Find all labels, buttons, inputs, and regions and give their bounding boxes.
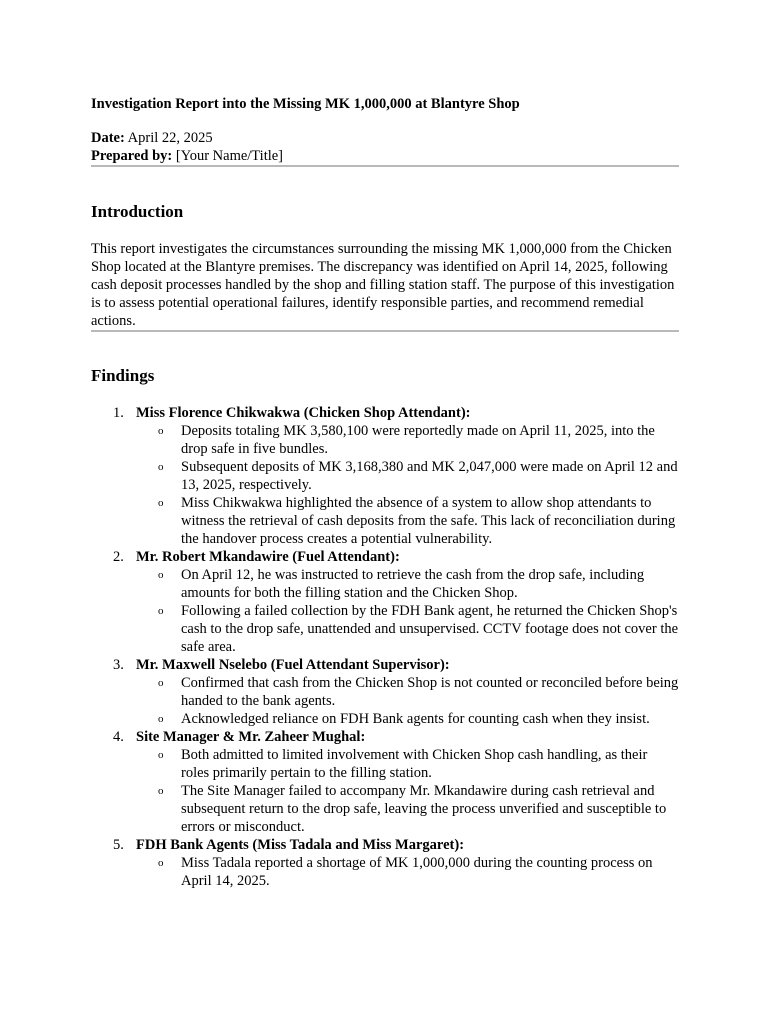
bullet-marker: o — [158, 677, 164, 689]
introduction-paragraph: This report investigates the circumstances surrounding the missing MK 1,000,000 from the Chicken Shop located at the Blantyre premises. The discrepancy was identified on April 14, 2025, following cash deposit processes handled by the shop and filling station staff. The purpose of this investigation is to assess potential operational failures, identify responsible parties, and recommend remedial actions. — [91, 241, 675, 329]
finding-point-text: Deposits totaling MK 3,580,100 were reportedly made on April 11, 2025, into the drop safe in five bundles. — [181, 423, 655, 457]
finding-points — [136, 566, 679, 656]
finding-subject: Miss Florence Chikwakwa (Chicken Shop Attendant): — [136, 405, 471, 421]
report-meta — [91, 129, 679, 165]
finding-points — [136, 674, 679, 728]
prepared-by-value: [Your Name/Title] — [172, 148, 284, 164]
finding-point-text: Following a failed collection by the FDH Bank agent, he returned the Chicken Shop's cash to the drop safe, unattended and unsupervised. CCTV footage does not cover the safe area. — [181, 603, 679, 655]
finding-item — [91, 836, 679, 890]
finding-subject: Mr. Maxwell Nselebo (Fuel Attendant Supervisor): — [136, 657, 450, 673]
finding-number: 2. — [113, 549, 124, 565]
finding-item — [91, 548, 679, 656]
bullet-marker: o — [158, 857, 164, 869]
finding-point-text: On April 12, he was instructed to retrieve the cash from the drop safe, including amounts for both the filling station and the Chicken Shop. — [181, 567, 645, 601]
finding-point-text: Miss Chikwakwa highlighted the absence of a system to allow shop attendants to witness the retrieval of cash deposits from the safe. This lack of reconciliation during the handover process creates a potential vulnerability. — [181, 495, 676, 547]
bullet-marker: o — [158, 749, 164, 761]
findings-heading: Findings — [91, 366, 155, 385]
bullet-marker: o — [158, 497, 164, 509]
finding-subject: FDH Bank Agents (Miss Tadala and Miss Margaret): — [136, 837, 465, 853]
introduction-heading: Introduction — [91, 202, 184, 221]
bullet-marker: o — [158, 713, 164, 725]
findings-list — [91, 404, 679, 890]
finding-item — [91, 728, 679, 836]
bullet-marker: o — [158, 461, 164, 473]
finding-point — [136, 458, 679, 494]
finding-point-text: Confirmed that cash from the Chicken Shop is not counted or reconciled before being handed to the bank agents. — [181, 675, 679, 709]
finding-number: 3. — [113, 657, 124, 673]
finding-point-text: Acknowledged reliance on FDH Bank agents for counting cash when they insist. — [181, 711, 650, 727]
finding-point — [136, 494, 679, 548]
finding-point-text: Subsequent deposits of MK 3,168,380 and MK 2,047,000 were made on April 12 and 13, 2025, respectively. — [181, 459, 678, 493]
finding-item — [91, 404, 679, 548]
finding-number: 5. — [113, 837, 124, 853]
finding-number: 1. — [113, 405, 124, 421]
bullet-marker: o — [158, 785, 164, 797]
finding-points — [136, 746, 679, 836]
finding-point-text: Miss Tadala reported a shortage of MK 1,000,000 during the counting process on April 14, 2025. — [181, 855, 653, 889]
divider — [91, 165, 679, 167]
finding-point — [136, 674, 679, 710]
document-page — [91, 95, 679, 890]
prepared-by-label: Prepared by: — [91, 148, 173, 164]
finding-point — [136, 710, 679, 728]
divider — [91, 330, 679, 332]
finding-point-text: The Site Manager failed to accompany Mr. Mkandawire during cash retrieval and subsequent return to the drop safe, leaving the process unverified and susceptible to errors or misconduct. — [181, 783, 667, 835]
finding-point — [136, 782, 679, 836]
finding-points — [136, 854, 679, 890]
date-value: April 22, 2025 — [124, 130, 213, 146]
bullet-marker: o — [158, 569, 164, 581]
finding-subject: Mr. Robert Mkandawire (Fuel Attendant): — [136, 549, 400, 565]
finding-subject: Site Manager & Mr. Zaheer Mughal: — [136, 729, 366, 745]
date-label: Date: — [91, 130, 125, 146]
finding-point — [136, 746, 679, 782]
report-title: Investigation Report into the Missing MK 1,000,000 at Blantyre Shop — [91, 96, 520, 112]
finding-point — [136, 566, 679, 602]
date-line — [91, 129, 679, 147]
finding-point — [136, 854, 679, 890]
finding-number: 4. — [113, 729, 124, 745]
finding-points — [136, 422, 679, 548]
finding-point — [136, 422, 679, 458]
prepared-by-line — [91, 147, 679, 165]
finding-point-text: Both admitted to limited involvement with Chicken Shop cash handling, as their roles primarily pertain to the filling station. — [181, 747, 648, 781]
finding-point — [136, 602, 679, 656]
bullet-marker: o — [158, 425, 164, 437]
bullet-marker: o — [158, 605, 164, 617]
finding-item — [91, 656, 679, 728]
